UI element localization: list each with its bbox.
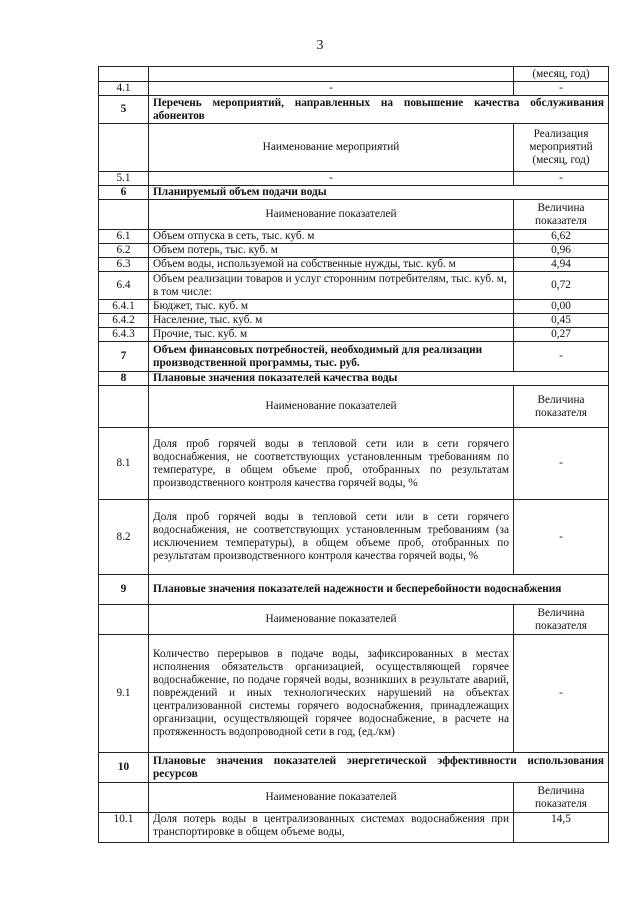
indicator-name-cell: Доля проб горячей воды в тепловой сети или в сети горячего водоснабжения, не соответствующих установленным требованиям (за исключением температуры), в общем объеме проб, отобранных по результатам производственного контроля качества горячей воды, %: [149, 500, 514, 575]
column-header-row: [99, 605, 609, 635]
row-number-cell: 4.1: [99, 82, 149, 96]
column-header-row: [99, 783, 609, 813]
table-row: [99, 635, 609, 753]
section-header-row: [99, 753, 609, 783]
row-number-cell: 6.1: [99, 230, 149, 244]
indicator-name-cell: Прочие, тыс. куб. м: [149, 328, 514, 342]
column-header-value: Величина показателя: [514, 200, 609, 230]
indicator-name-cell: Объем воды, используемой на собственные нужды, тыс. куб. м: [149, 258, 514, 272]
section-header-row: [99, 186, 609, 200]
indicator-value-cell: 0,27: [514, 328, 609, 342]
section-title-cell: Планируемый объем подачи воды: [149, 186, 609, 200]
row-number-cell: 8.2: [99, 500, 149, 575]
column-header-name: Наименование показателей: [149, 386, 514, 428]
indicator-value-cell: -: [514, 500, 609, 575]
table-row: [99, 500, 609, 575]
indicator-name-cell: Население, тыс. куб. м: [149, 314, 514, 328]
indicator-name-cell: Объем отпуска в сеть, тыс. куб. м: [149, 230, 514, 244]
indicator-value-cell: 14,5: [514, 813, 609, 843]
column-header-row: [99, 124, 609, 172]
table-row: [99, 230, 609, 244]
indicator-name-cell: -: [149, 82, 514, 96]
table-row: [99, 813, 609, 843]
row-number-cell: 6.4.2: [99, 314, 149, 328]
indicator-value-cell: (месяц, год): [514, 67, 609, 82]
indicator-name-cell: -: [149, 172, 514, 186]
indicator-name-cell: Количество перерывов в подаче воды, зафиксированных в местах исполнения обязательств организацией, осуществляющей горячее водоснабжение, по подаче горячей воды, возникших в результате аварий, повреждений и иных технологических нарушений на объектах централизованной системы горячего водоснабжения, принадлежащих организации, осуществляющей горячее водоснабжение, в расчете на протяженность водопроводной сети в год, (ед./км): [149, 635, 514, 753]
table-row: [99, 258, 609, 272]
table-row: [99, 172, 609, 186]
table-row: [99, 67, 609, 82]
table-row: [99, 328, 609, 342]
indicator-value-cell: -: [514, 172, 609, 186]
row-number-cell: [99, 124, 149, 172]
indicator-name-cell: Доля потерь воды в централизованных системах водоснабжения при транспортировке в общем объеме воды,: [149, 813, 514, 843]
table-row: [99, 428, 609, 500]
indicator-name-cell: Бюджет, тыс. куб. м: [149, 300, 514, 314]
row-number-cell: 9.1: [99, 635, 149, 753]
section-number-cell: 7: [99, 342, 149, 372]
table-row: [99, 244, 609, 258]
table-row: [99, 82, 609, 96]
indicator-name-cell: Доля проб горячей воды в тепловой сети или в сети горячего водоснабжения, не соответствующих установленным требованиям по температуре, в общем объеме проб, отобранных по результатам производственного контроля качества горячей воды, %: [149, 428, 514, 500]
section-title-cell: Плановые значения показателей энергетической эффективности использования ресурсов: [149, 753, 609, 783]
section-number-cell: 5: [99, 96, 149, 124]
table-row: [99, 272, 609, 300]
indicator-value-cell: 4,94: [514, 258, 609, 272]
indicator-value-cell: 0,72: [514, 272, 609, 300]
indicator-name-cell: [149, 67, 514, 82]
section-title-cell: Плановые значения показателей надежности и бесперебойности водоснабжения: [149, 575, 609, 605]
section-number-cell: 9: [99, 575, 149, 605]
indicator-value-cell: -: [514, 82, 609, 96]
column-header-name: Наименование показателей: [149, 200, 514, 230]
production-program-table: [98, 66, 609, 843]
row-number-cell: [99, 386, 149, 428]
column-header-value: Величина показателя: [514, 386, 609, 428]
row-number-cell: [99, 200, 149, 230]
indicator-value-cell: 0,00: [514, 300, 609, 314]
column-header-row: [99, 200, 609, 230]
indicator-value-cell: -: [514, 635, 609, 753]
row-number-cell: 10.1: [99, 813, 149, 843]
row-number-cell: [99, 605, 149, 635]
section-number-cell: 6: [99, 186, 149, 200]
section-title-cell: Объем финансовых потребностей, необходимый для реализации производственной программы, тыс. руб.: [149, 342, 514, 372]
indicator-value-cell: 0,45: [514, 314, 609, 328]
row-number-cell: [99, 783, 149, 813]
indicator-name-cell: Объем потерь, тыс. куб. м: [149, 244, 514, 258]
page-number: 3: [316, 38, 324, 53]
indicator-value-cell: 0,96: [514, 244, 609, 258]
row-number-cell: 8.1: [99, 428, 149, 500]
indicator-value-cell: 6,62: [514, 230, 609, 244]
section-title-cell: Перечень мероприятий, направленных на повышение качества обслуживания абонентов: [149, 96, 609, 124]
row-number-cell: 5.1: [99, 172, 149, 186]
section-header-row: [99, 575, 609, 605]
column-header-name: Наименование показателей: [149, 783, 514, 813]
indicator-value-cell: -: [514, 428, 609, 500]
table-row: [99, 314, 609, 328]
table-row: [99, 300, 609, 314]
row-number-cell: 6.4.3: [99, 328, 149, 342]
column-header-value: Величина показателя: [514, 783, 609, 813]
row-number-cell: 6.3: [99, 258, 149, 272]
row-number-cell: 6.4: [99, 272, 149, 300]
section-header-row: [99, 96, 609, 124]
section-header-row: [99, 372, 609, 386]
column-header-value: Величина показателя: [514, 605, 609, 635]
row-number-cell: [99, 67, 149, 82]
indicator-value-cell: -: [514, 342, 609, 372]
section-number-cell: 10: [99, 753, 149, 783]
indicator-name-cell: Объем реализации товаров и услуг сторонним потребителям, тыс. куб. м, в том числе:: [149, 272, 514, 300]
column-header-name: Наименование показателей: [149, 605, 514, 635]
section-header-row: [99, 342, 609, 372]
column-header-row: [99, 386, 609, 428]
section-number-cell: 8: [99, 372, 149, 386]
row-number-cell: 6.2: [99, 244, 149, 258]
column-header-value: Реализация мероприятий (месяц, год): [514, 124, 609, 172]
column-header-name: Наименование мероприятий: [149, 124, 514, 172]
row-number-cell: 6.4.1: [99, 300, 149, 314]
section-title-cell: Плановые значения показателей качества воды: [149, 372, 609, 386]
